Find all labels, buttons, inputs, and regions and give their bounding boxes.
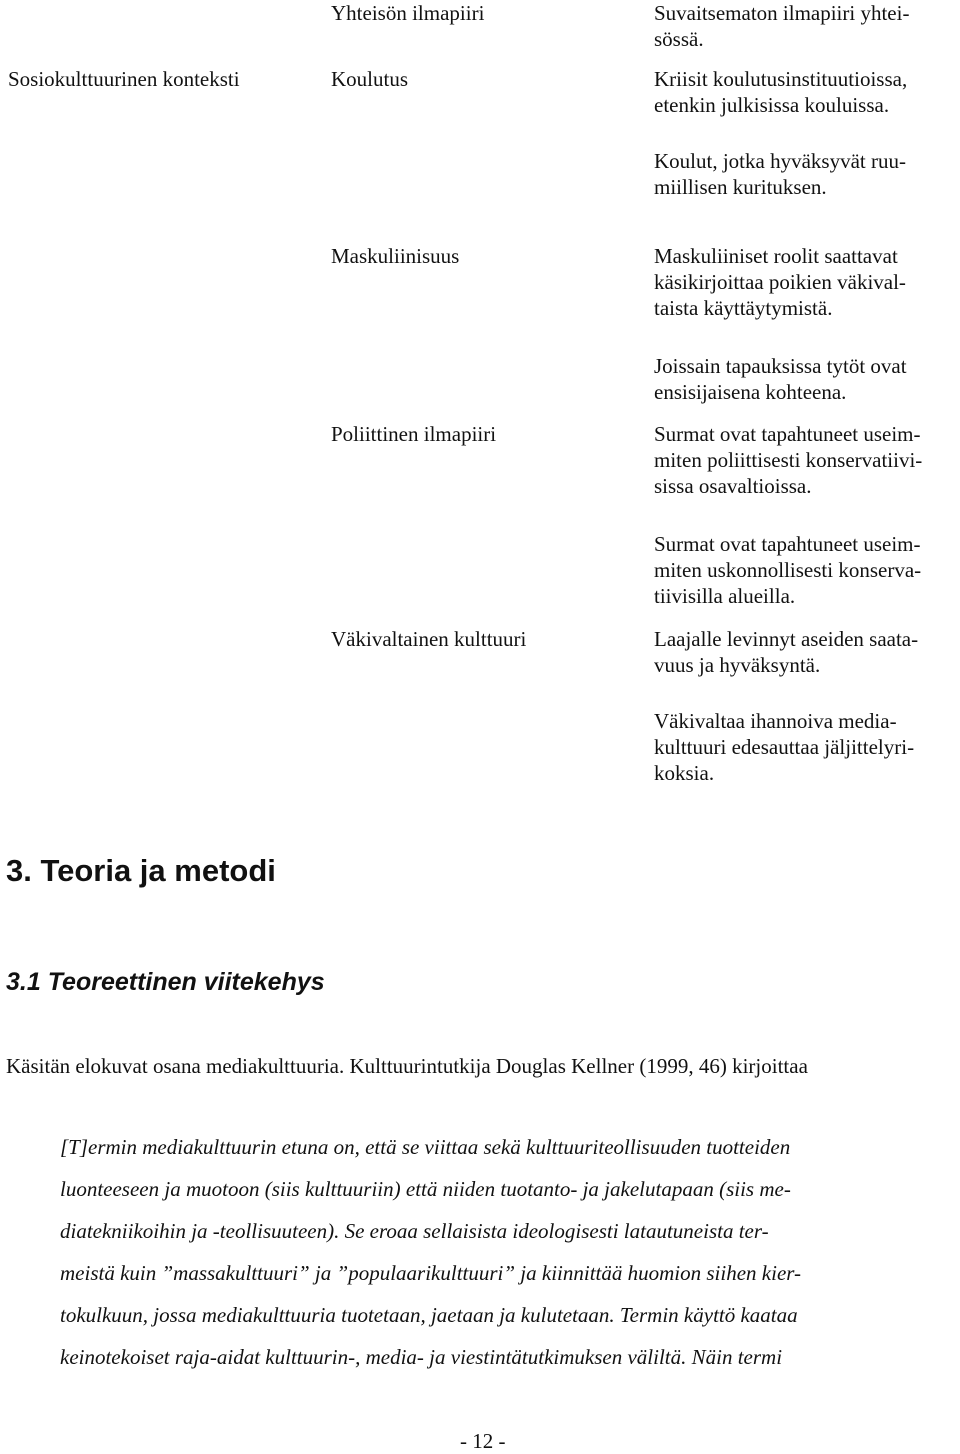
quote-line: meistä kuin ”massakulttuuri” ja ”populaarikulttuuri” ja kiinnittää huomion siihen kier- [60,1261,802,1285]
quote-line: luonteeseen ja muotoon (siis kulttuuriin) että niiden tuotanto- ja jakelutapaan (siis me- [60,1177,791,1201]
quote-line: tokulkuun, jossa mediakulttuuria tuotetaan, jaetaan ja kulutetaan. Termin käyttö kaataa [60,1303,798,1327]
table-description [654,0,909,52]
description-line: Väkivaltaa ihannoiva media- [654,709,897,733]
description-line: miten poliittisesti konservatiivi- [654,448,923,472]
description-line: ensisijaisena kohteena. [654,380,847,404]
description-line: miten uskonnollisesti konserva- [654,558,922,582]
description-line: tiivisilla alueilla. [654,584,796,608]
description-line: miillisen kurituksen. [654,175,827,199]
table-factor-label: Yhteisön ilmapiiri [331,1,485,25]
description-line: Suvaitsematon ilmapiiri yhtei- [654,1,910,25]
quote-line: keinotekoiset raja-aidat kulttuurin-, media- ja viestintätutkimuksen väliltä. Näin termi [60,1345,783,1369]
table-description [654,708,914,786]
table-factor-label: Väkivaltainen kulttuuri [331,627,527,651]
description-line: vuus ja hyväksyntä. [654,653,821,677]
description-line: Joissain tapauksissa tytöt ovat [654,354,907,378]
description-line: Surmat ovat tapahtuneet useim- [654,532,921,556]
table-description [654,531,921,609]
subsection-heading: 3.1 Teoreettinen viitekehys [6,968,325,996]
quote-line: diatekniikoihin ja -teollisuuteen). Se eroaa sellaisista ideologisesti latautuneista ter- [60,1219,769,1243]
body-paragraph: Käsitän elokuvat osana mediakulttuuria. Kulttuurintutkija Douglas Kellner (1999, 46) kirjoittaa [6,1054,808,1078]
table-description [654,148,906,200]
table-factor-label: Poliittinen ilmapiiri [331,422,497,446]
table-context-label: Sosiokulttuurinen konteksti [8,67,240,91]
section-heading: 3. Teoria ja metodi [6,853,276,888]
description-line: Koulut, jotka hyväksyvät ruu- [654,149,906,173]
description-line: Maskuliiniset roolit saattavat [654,244,898,268]
description-line: koksia. [654,761,715,785]
quote-line: [T]ermin mediakulttuurin etuna on, että se viittaa sekä kulttuuriteollisuuden tuotteiden [60,1135,791,1159]
table-factor-label: Maskuliinisuus [331,244,460,268]
description-line: Surmat ovat tapahtuneet useim- [654,422,921,446]
description-line: Kriisit koulutusinstituutioissa, [654,67,908,91]
description-line: etenkin julkisissa kouluissa. [654,93,890,117]
description-line: taista käyttäytymistä. [654,296,833,320]
description-line: kulttuuri edesauttaa jäljittelyri- [654,735,915,759]
table-factor-label: Koulutus [331,67,409,91]
block-quote [60,1126,920,1378]
page-number: - 12 - [460,1429,506,1453]
description-line: Laajalle levinnyt aseiden saata- [654,627,919,651]
description-line: käsikirjoittaa poikien väkival- [654,270,906,294]
table-description [654,66,907,118]
table-description [654,626,918,678]
description-line: sössä. [654,27,704,51]
table-description [654,421,922,499]
table-description [654,353,907,405]
table-description [654,243,906,321]
description-line: sissa osavaltioissa. [654,474,812,498]
